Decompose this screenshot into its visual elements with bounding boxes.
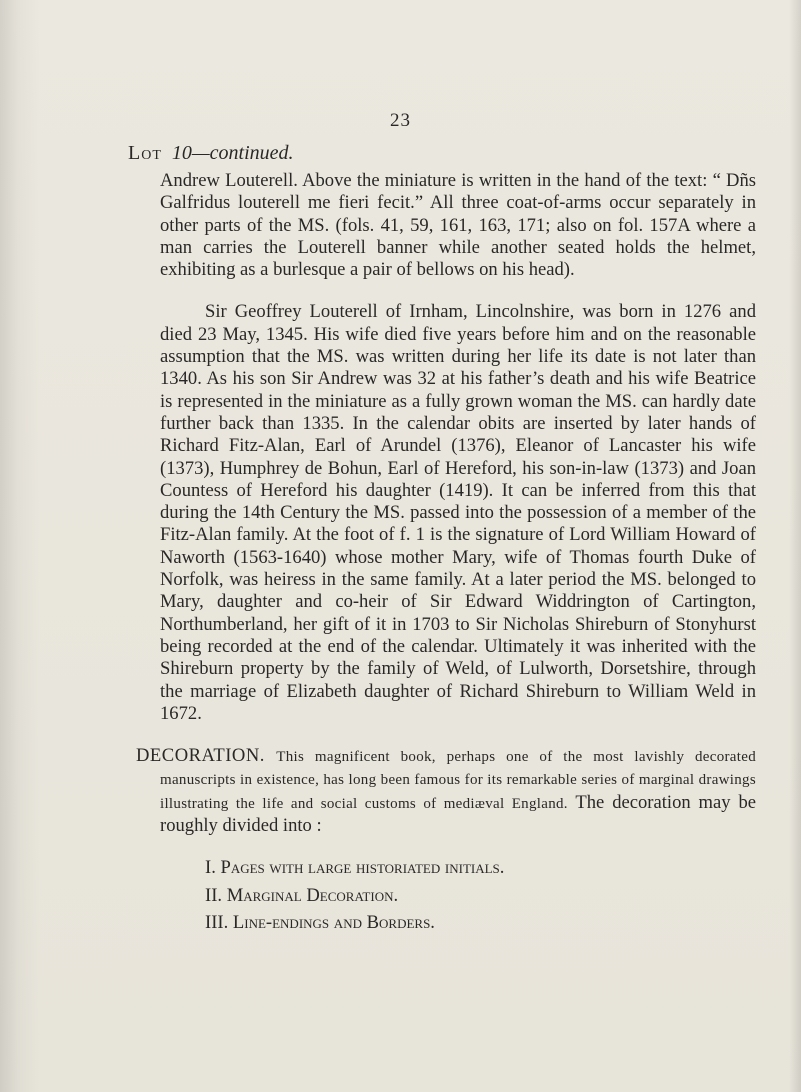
lot-heading — [128, 142, 294, 165]
decoration-rest-text: The decoration may be roughly divided into : — [160, 791, 756, 837]
division-numeral: III. — [205, 911, 229, 933]
paragraph-decoration — [136, 745, 756, 837]
paragraph-provenance: Sir Geoffrey Louterell of Irnham, Lincolnshire, was born in 1276 and died 23 May, 1345. His wife died five years before him and on the reasonable assumption that the MS. was written during her life its date is not later than 1340. As his son Sir Andrew was 32 at his father’s death and his wife Beatrice is represented in the miniature as a fully grown woman the MS. can hardly date further back than 1335. In the calendar obits are inserted by later hands of Richard Fitz-Alan, Earl of Arundel (1376), Eleanor of Lancaster his wife (1373), Humphrey de Bohun, Earl of Hereford, his son-in-law (1373) and Joan Countess of Hereford his daughter (1419). It can be inferred from this that during the 14th Century the MS. passed into the possession of a member of the Fitz-Alan family. At the foot of f. 1 is the signature of Lord William Howard of Naworth (1563-1640) whose mother Mary, wife of Thomas fourth Duke of Norfolk, was heiress in the same family. At a later period the MS. belonged to Mary, daughter and co-heir of Sir Edward Widdrington of Cartington, Northumberland, her gift of it in 1703 to Sir Nicholas Shireburn of Stonyhurst being recorded at the end of the calendar. Ultimately it was inherited with the Shireburn property by the family of Weld, of Lulworth, Dorsetshire, through the marriage of Elizabeth daughter of Richard Shireburn to William Weld in 1672. — [160, 301, 756, 724]
lot-continued-label: 10—continued. — [171, 142, 294, 164]
decoration-small-caps-text: This magnificent book, perhaps one of the most lavishly decorated manuscripts in existence, has long been famous for its remarkable series of marginal drawings illustrating the life and social customs of mediæval England. — [160, 749, 756, 812]
decoration-divisions-list — [205, 857, 756, 934]
page-edge-shadow — [789, 0, 801, 1092]
lot-description — [136, 170, 756, 939]
page-number: 23 — [390, 110, 411, 131]
decoration-heading: DECORATION. — [136, 745, 265, 767]
list-item — [205, 912, 756, 934]
lot-label: Lot — [128, 142, 162, 164]
paragraph-miniature-inscription: Andrew Louterell. Above the miniature is written in the hand of the text: “ Dñs Galfridus louterell me fieri fecit.” All three coat-of-arms occur separately in other parts of the MS. (fols. 41, 59, 161, 163, 171; also on fol. 157A where a man carries the Louterell banner while another seated holds the helmet, exhibiting as a burlesque a pair of bellows on his head). — [160, 170, 756, 281]
division-numeral: I. — [205, 857, 216, 879]
division-numeral: II. — [205, 884, 223, 906]
division-label: Pages with large historiated initials. — [220, 857, 505, 879]
list-item — [205, 885, 756, 907]
division-label: Line-endings and Borders. — [232, 911, 435, 933]
division-label: Marginal Decoration. — [226, 884, 399, 906]
list-item — [205, 857, 756, 879]
